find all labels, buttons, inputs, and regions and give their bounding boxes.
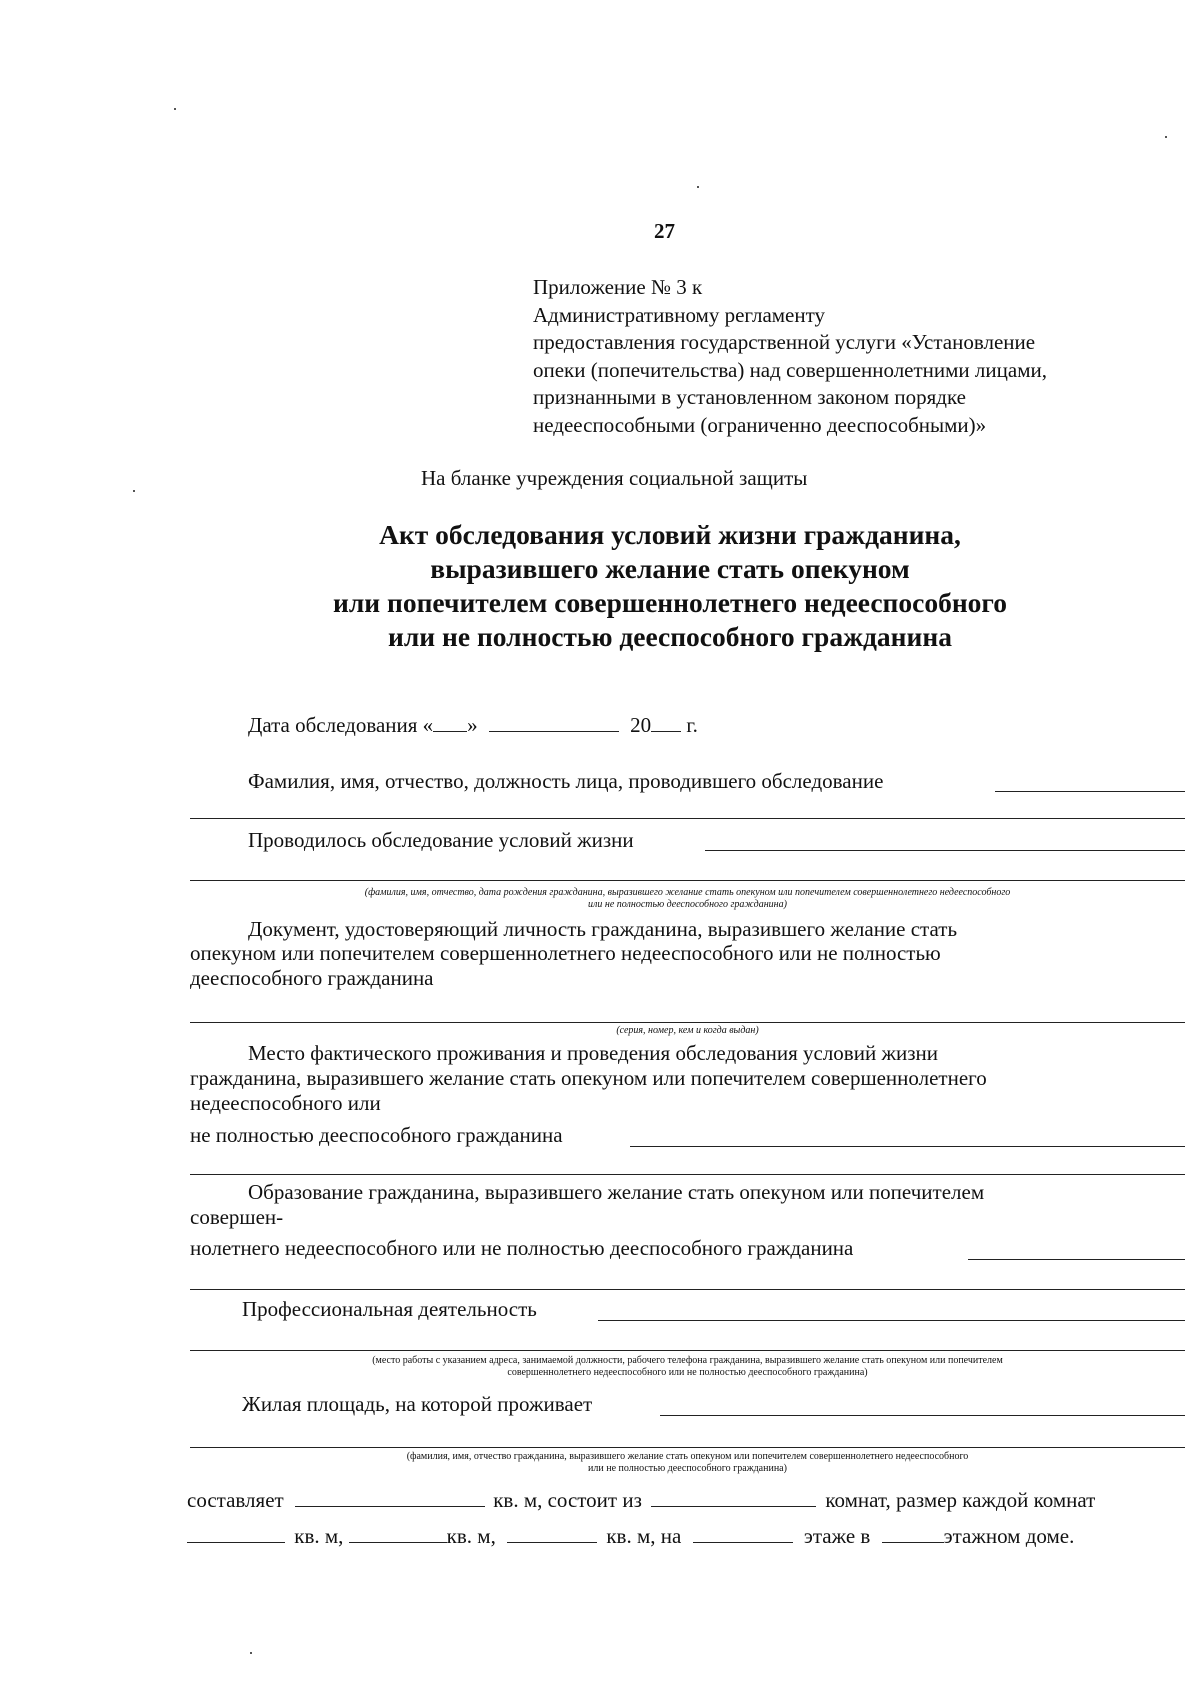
title-line: выразившего желание стать опекуном xyxy=(430,553,910,584)
id-doc-line: Документ, удостоверяющий личность гражданина, выразившего желание стать xyxy=(248,917,958,941)
date-label: Дата обследования « xyxy=(248,713,434,737)
rooms-word: кв. м, xyxy=(446,1524,496,1548)
profession-field-continued[interactable] xyxy=(190,1350,1185,1351)
floor-field[interactable] xyxy=(693,1524,793,1543)
title-line: Акт обследования условий жизни гражданина, xyxy=(379,519,961,550)
building-floors-field[interactable] xyxy=(882,1524,944,1543)
document-title xyxy=(0,518,1200,654)
profession-caption xyxy=(190,1355,1185,1379)
caption-line: совершеннолетнего недееспособного или не полностью дееспособного гражданина) xyxy=(507,1367,868,1378)
rooms-word: этаже в xyxy=(803,1524,871,1548)
date-year-suffix: г. xyxy=(686,713,698,737)
rooms-word: кв. м, на xyxy=(606,1524,682,1548)
inspector-field-continued[interactable] xyxy=(190,818,1185,819)
caption-line: (фамилия, имя, отчество, дата рождения гражданина, выразившего желание стать опекуном или попечителем совершеннолетнего недееспособного xyxy=(364,887,1011,898)
date-day-field[interactable] xyxy=(433,713,467,732)
education-line: нолетнего недееспособного или не полностью дееспособного гражданина xyxy=(190,1236,854,1260)
appendix-line: предоставления государственной услуги «Установление xyxy=(533,330,1036,355)
date-row xyxy=(248,713,698,738)
appendix-line: Приложение № 3 к xyxy=(533,275,703,299)
area-word: комнат, размер каждой комнат xyxy=(825,1488,1096,1512)
residence-line: гражданина, выразившего желание стать опекуном или попечителем совершеннолетнего xyxy=(190,1066,987,1090)
total-area-field[interactable] xyxy=(295,1488,485,1507)
profession-label: Профессиональная деятельность xyxy=(242,1297,537,1321)
appendix-line: Административному регламенту xyxy=(533,302,826,327)
room-size-field[interactable] xyxy=(349,1524,447,1543)
rooms-word: кв. м, xyxy=(294,1524,344,1548)
education-field[interactable] xyxy=(968,1259,1185,1260)
inspector-field[interactable] xyxy=(995,791,1185,792)
page-number: 27 xyxy=(654,219,675,243)
residence-line: не полностью дееспособного гражданина xyxy=(190,1123,563,1147)
scan-speck xyxy=(250,1652,252,1654)
conducted-caption xyxy=(190,887,1185,911)
rooms-count-field[interactable] xyxy=(651,1488,816,1507)
conducted-field[interactable] xyxy=(705,850,1185,851)
living-space-field[interactable] xyxy=(660,1415,1185,1416)
caption-line: или не полностью дееспособного гражданина) xyxy=(588,899,787,910)
scan-speck xyxy=(697,186,699,188)
room-size-field[interactable] xyxy=(507,1524,597,1543)
id-doc-line: дееспособного гражданина xyxy=(190,966,434,990)
appendix-line: опеки (попечительства) над совершеннолетними лицами, xyxy=(533,357,1047,382)
conducted-label: Проводилось обследование условий жизни xyxy=(248,828,634,852)
rooms-word: этажном доме. xyxy=(943,1524,1075,1548)
caption-line: (место работы с указанием адреса, занимаемой должности, рабочего телефона гражданина, выразившего желание стать опекуном или попечителем xyxy=(372,1355,1003,1366)
date-close-quote: » xyxy=(467,713,478,737)
date-year-prefix: 20 xyxy=(630,713,652,737)
appendix-line: признанными в установленном законом порядке xyxy=(533,385,966,410)
id-doc-caption: (серия, номер, кем и когда выдан) xyxy=(616,1025,759,1036)
appendix-block xyxy=(533,274,1047,440)
caption-line: или не полностью дееспособного гражданина) xyxy=(588,1463,787,1474)
area-word: составляет xyxy=(187,1488,284,1512)
profession-field[interactable] xyxy=(598,1320,1185,1321)
residence-line: Место фактического проживания и проведения обследования условий жизни xyxy=(248,1041,938,1065)
scan-speck xyxy=(133,490,135,492)
living-space-caption xyxy=(190,1451,1185,1475)
scan-speck xyxy=(174,108,176,110)
appendix-line: недееспособными (ограниченно дееспособными)» xyxy=(533,412,987,437)
title-line: или попечителем совершеннолетнего недееспособного xyxy=(332,587,1007,618)
education-line: Образование гражданина, выразившего желание стать опекуном или попечителем xyxy=(248,1180,985,1204)
area-word: кв. м, состоит из xyxy=(493,1488,642,1512)
living-space-label: Жилая площадь, на которой проживает xyxy=(242,1392,593,1416)
id-doc-line: опекуном или попечителем совершеннолетнего недееспособного или не полностью xyxy=(190,941,941,965)
rooms-row xyxy=(187,1524,1074,1549)
residence-line: недееспособного или xyxy=(190,1091,381,1115)
letterhead-note: На бланке учреждения социальной защиты xyxy=(421,466,808,490)
date-month-field[interactable] xyxy=(489,713,619,732)
inspector-label: Фамилия, имя, отчество, должность лица, проводившего обследование xyxy=(248,769,884,793)
caption-line: (фамилия, имя, отчество гражданина, выразившего желание стать опекуном или попечителем совершеннолетнего недееспособного xyxy=(406,1451,969,1462)
education-field-continued[interactable] xyxy=(190,1289,1185,1290)
room-size-field[interactable] xyxy=(187,1524,285,1543)
area-row xyxy=(187,1488,1095,1513)
living-space-field-continued[interactable] xyxy=(190,1447,1185,1448)
residence-field[interactable] xyxy=(630,1146,1185,1147)
date-year-field[interactable] xyxy=(651,713,681,732)
scan-speck xyxy=(1165,136,1167,138)
education-line: совершен- xyxy=(190,1205,284,1229)
id-doc-field[interactable] xyxy=(190,1022,1185,1023)
residence-field-continued[interactable] xyxy=(190,1174,1185,1175)
conducted-field-continued[interactable] xyxy=(190,880,1185,881)
title-line: или не полностью дееспособного гражданина xyxy=(388,621,952,652)
